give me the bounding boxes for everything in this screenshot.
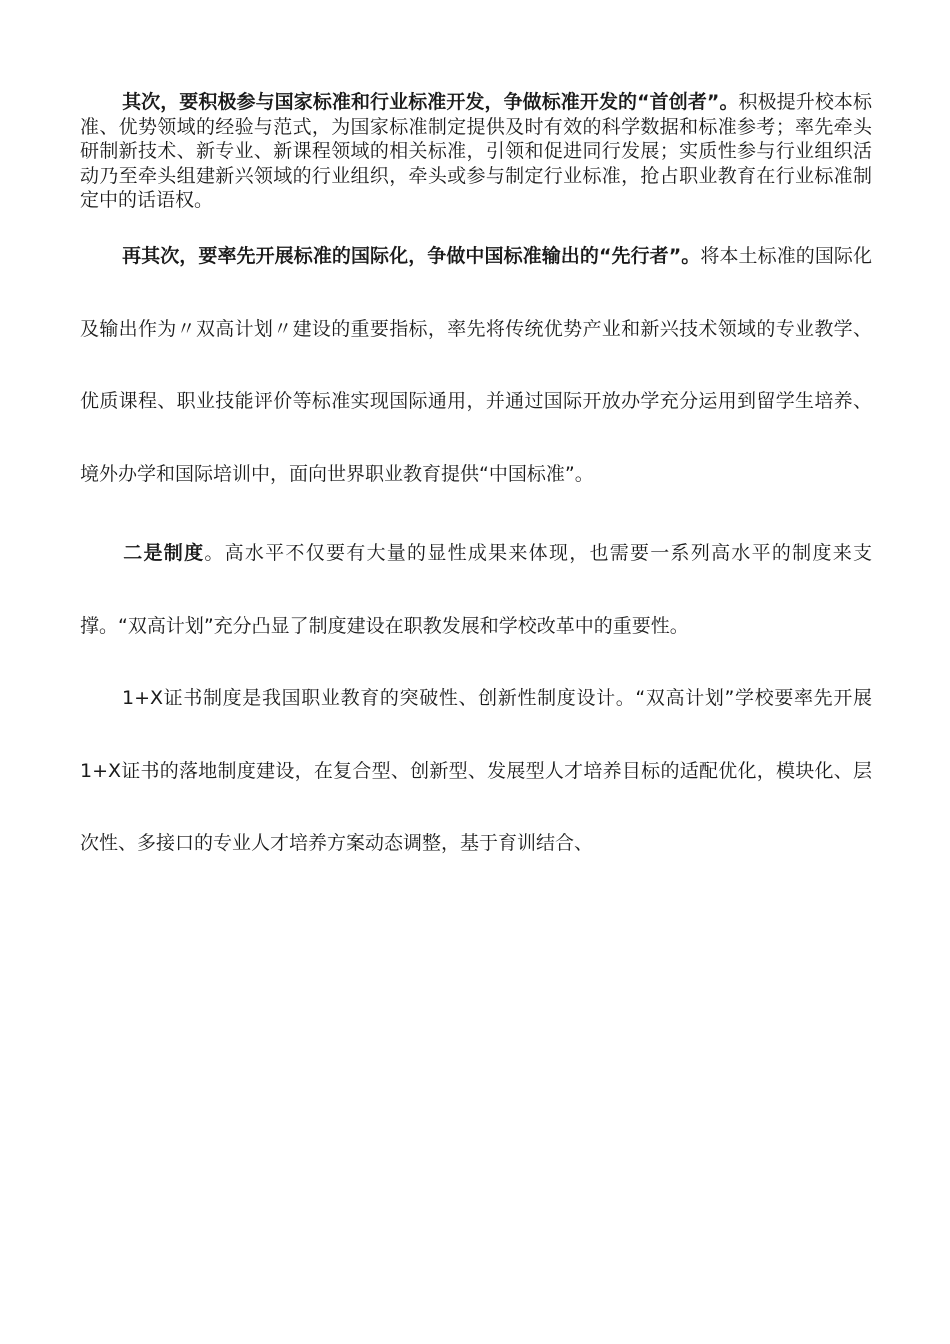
paragraph-body: 1+X证书制度是我国职业教育的突破性、创新性制度设计。“双高计划”学校要率先开展1+X证书的落地制度建设，在复合型、创新型、发展型人才培养目标的适配优化，模块化、层次性、多接口的专业人才培养方案动态调整，基于育训结合、 (80, 687, 872, 854)
paragraph-body: 将本土标准的国际化及输出作为〃双高计划〃建设的重要指标，率先将传统优势产业和新兴技术领域的专业教学、优质课程、职业技能评价等标准实现国际通用，并通过国际开放办学充分运用到留学生培养、境外办学和国际培训中，面向世界职业教育提供“中国标准”。 (80, 245, 872, 485)
paragraph-standards-development (80, 90, 872, 213)
paragraph-certificate-system (80, 662, 872, 880)
paragraph-body: 。高水平不仅要有大量的显性成果来体现，也需要一系列高水平的制度来支撑。“双高计划”充分凸显了制度建设在职教发展和学校改革中的重要性。 (80, 542, 872, 637)
paragraph-standards-internationalization (80, 220, 872, 510)
paragraph-lead: 二是制度 (122, 542, 205, 564)
paragraph-lead: 再其次，要率先开展标准的国际化，争做中国标准输出的“先行者”。 (122, 245, 701, 267)
paragraph-body: 积极提升校本标准、优势领域的经验与范式，为国家标准制定提供及时有效的科学数据和标准参考；率先牵头研制新技术、新专业、新课程领域的相关标准，引领和促进同行发展；实质性参与行业组织活动乃至牵头组建新兴领域的行业组织，牵头或参与制定行业标准，抢占职业教育在行业标准制定中的话语权。 (80, 91, 872, 211)
paragraph-institution (80, 517, 872, 662)
paragraph-lead: 其次，要积极参与国家标准和行业标准开发，争做标准开发的“首创者”。 (122, 91, 739, 113)
